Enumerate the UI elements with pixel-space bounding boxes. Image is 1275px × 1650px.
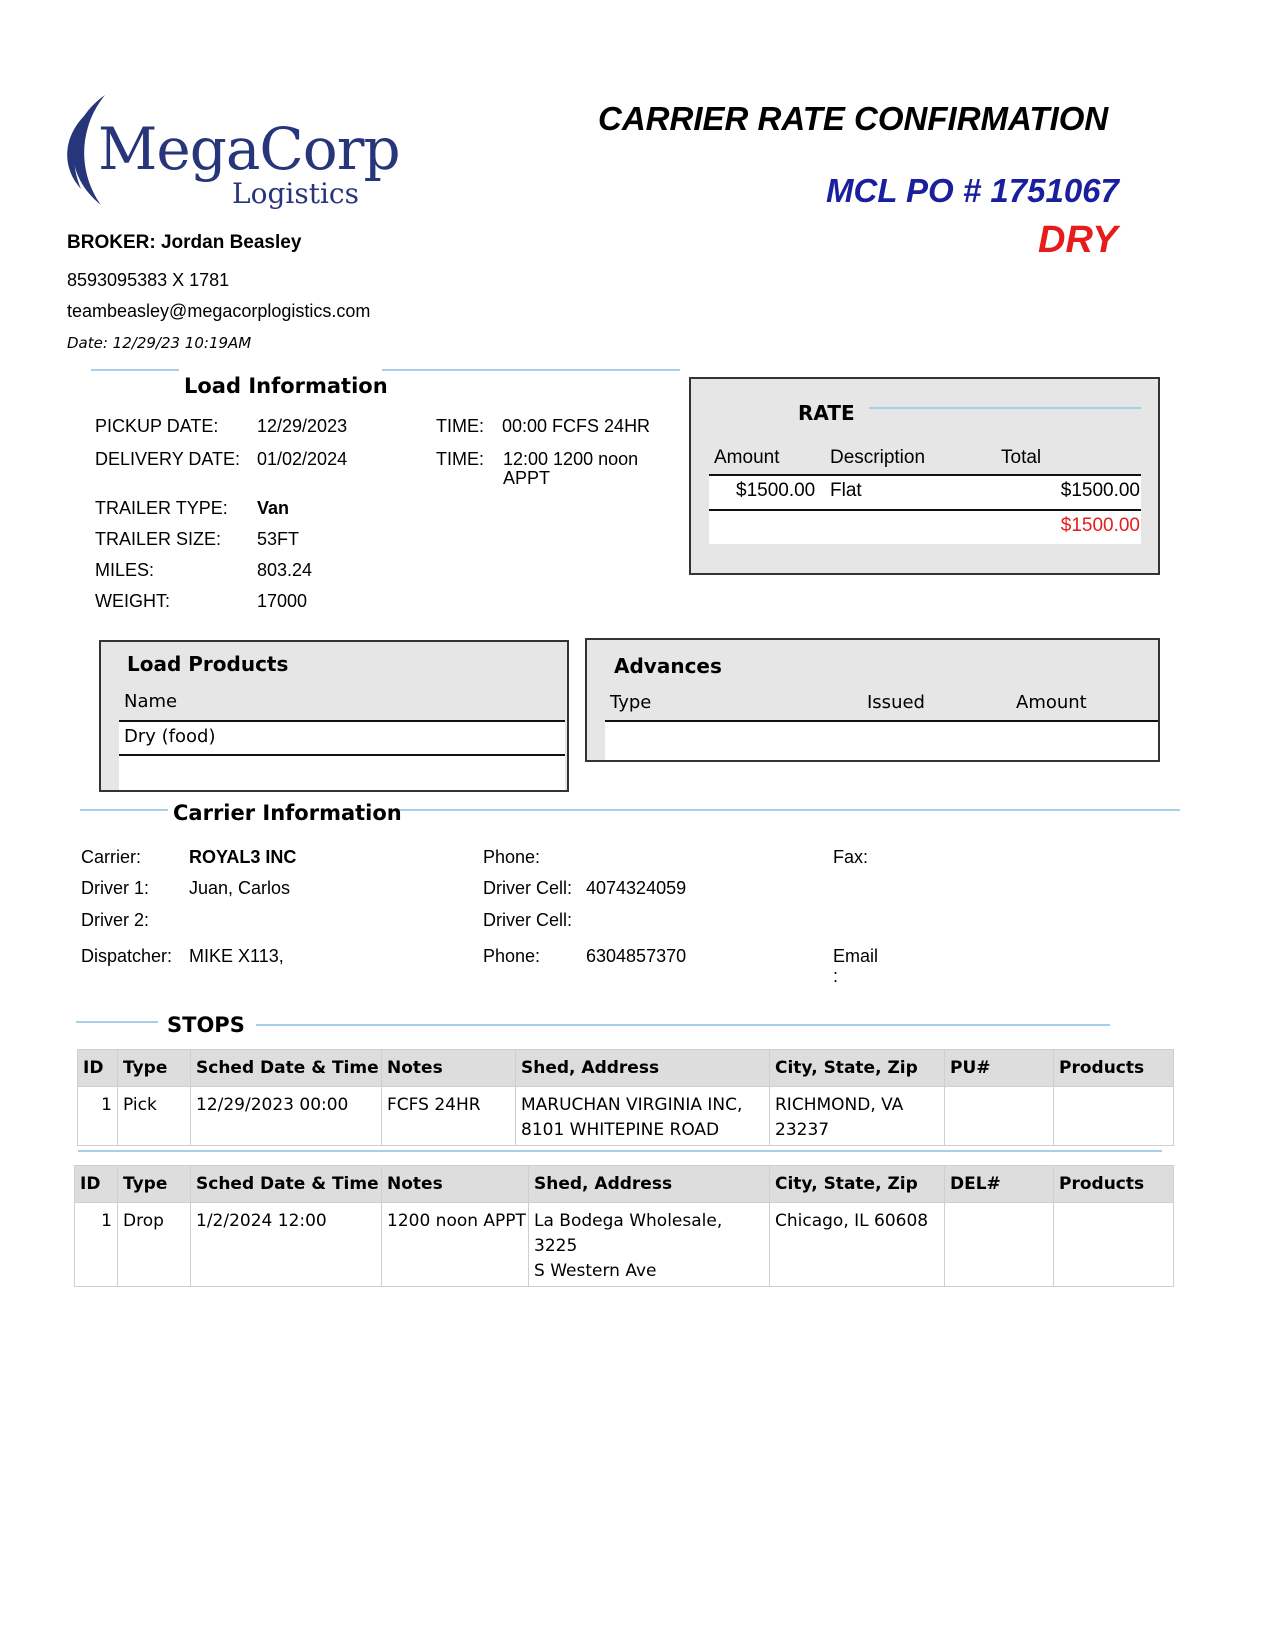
- stop-pu: [945, 1087, 1054, 1146]
- document-title: CARRIER RATE CONFIRMATION: [598, 100, 1109, 137]
- drop-stops-table: [74, 1165, 1174, 1287]
- delivery-date-value: 01/02/2024: [257, 449, 348, 469]
- trailer-size-label: TRAILER SIZE:: [95, 529, 222, 549]
- load-products-title: Load Products: [127, 652, 289, 676]
- trailer-type-label: TRAILER TYPE:: [95, 498, 228, 518]
- divider: [869, 407, 1141, 409]
- driver2-label: Driver 2:: [81, 910, 150, 930]
- delivery-time-value: 12:00 1200 noon: [503, 449, 639, 469]
- broker-phone: 8593095383 X 1781: [67, 270, 230, 290]
- col-address: Shed, Address: [529, 1166, 770, 1203]
- rate-title: RATE: [798, 401, 855, 425]
- col-type: Type: [118, 1166, 191, 1203]
- pick-stops-table: [77, 1049, 1174, 1146]
- stop-type: Pick: [118, 1087, 191, 1146]
- stop-id: 1: [78, 1087, 118, 1146]
- col-notes: Notes: [382, 1166, 529, 1203]
- trailer-type-value: Van: [257, 498, 290, 518]
- advances-col-amount: Amount: [1016, 692, 1087, 713]
- divider: [76, 1021, 158, 1023]
- pickup-time-label: TIME:: [436, 416, 484, 436]
- rate-col-amount: Amount: [714, 447, 780, 468]
- document-date: Date: 12/29/23 10:19AM: [67, 334, 252, 352]
- col-address: Shed, Address: [516, 1050, 770, 1087]
- divider: [256, 1024, 1110, 1026]
- stop-address-line2: S Western Ave: [534, 1261, 657, 1281]
- rate-col-description: Description: [830, 447, 926, 468]
- trailer-size-value: 53FT: [257, 529, 300, 549]
- broker-name: Jordan Beasley: [160, 232, 302, 253]
- table-row: [75, 1203, 1174, 1287]
- divider: [392, 809, 1180, 811]
- stop-datetime: 1/2/2024 12:00: [191, 1203, 382, 1287]
- stop-products: [1054, 1203, 1174, 1287]
- carrier-info-title: Carrier Information: [173, 801, 402, 825]
- col-notes: Notes: [382, 1050, 516, 1087]
- driver2-cell-label: Driver Cell:: [483, 910, 573, 930]
- driver1-cell-label: Driver Cell:: [483, 878, 573, 898]
- stop-city-line2: 23237: [775, 1120, 830, 1140]
- divider: [78, 1150, 1162, 1152]
- miles-label: MILES:: [95, 560, 155, 580]
- email-colon: :: [833, 966, 839, 986]
- col-sched: Sched Date & Time: [191, 1166, 382, 1203]
- divider: [119, 754, 565, 756]
- divider: [709, 509, 1141, 511]
- load-type-badge: DRY: [1038, 219, 1118, 261]
- col-sched: Sched Date & Time: [191, 1050, 382, 1087]
- dispatcher-phone-label: Phone:: [483, 946, 541, 966]
- pick-header-row: [78, 1050, 1174, 1087]
- logo-subtitle: Logistics: [232, 177, 359, 210]
- stop-address: [516, 1087, 770, 1146]
- table-row: [78, 1087, 1174, 1146]
- load-products-panel: [99, 640, 569, 792]
- stop-products: [1054, 1087, 1174, 1146]
- delivery-time-label: TIME:: [436, 449, 484, 469]
- advances-rows: [605, 720, 1158, 760]
- carrier-label: Carrier:: [81, 847, 142, 867]
- col-id: ID: [78, 1050, 118, 1087]
- stop-type: Drop: [118, 1203, 191, 1287]
- col-del: DEL#: [945, 1166, 1054, 1203]
- driver1-cell-value: 4074324059: [586, 878, 687, 898]
- stop-notes: 1200 noon APPT: [382, 1203, 529, 1287]
- rate-row-description: Flat: [830, 480, 862, 501]
- delivery-time-value-2: APPT: [503, 468, 551, 488]
- divider: [80, 809, 168, 811]
- driver1-value: Juan, Carlos: [189, 878, 291, 898]
- carrier-phone-label: Phone:: [483, 847, 541, 867]
- rate-row-amount: $1500.00: [736, 480, 816, 501]
- weight-label: WEIGHT:: [95, 591, 170, 611]
- rate-grand-total: $1500.00: [1060, 515, 1140, 536]
- stop-city: [770, 1087, 945, 1146]
- col-pu: PU#: [945, 1050, 1054, 1087]
- dispatcher-label: Dispatcher:: [81, 946, 173, 966]
- product-item: Dry (food): [124, 726, 216, 747]
- dispatcher-value: MIKE X113,: [189, 946, 284, 966]
- email-label: Email: [833, 946, 879, 966]
- broker-label: BROKER:: [67, 232, 156, 253]
- col-products: Products: [1054, 1050, 1174, 1087]
- stop-address-line2: 8101 WHITEPINE ROAD: [521, 1120, 720, 1140]
- stop-city-line1: RICHMOND, VA: [775, 1095, 904, 1115]
- logo-wordmark: MegaCorp: [98, 115, 400, 183]
- delivery-date-label: DELIVERY DATE:: [95, 449, 241, 469]
- pickup-time-value: 00:00 FCFS 24HR: [502, 416, 651, 436]
- stop-datetime: 12/29/2023 00:00: [191, 1087, 382, 1146]
- rate-col-total: Total: [1001, 447, 1042, 468]
- col-city: City, State, Zip: [770, 1166, 945, 1203]
- dispatcher-phone-value: 6304857370: [586, 946, 687, 966]
- advances-panel: [585, 638, 1160, 762]
- advances-col-type: Type: [610, 692, 652, 713]
- stop-id: 1: [75, 1203, 118, 1287]
- rate-row-total: $1500.00: [1060, 480, 1140, 501]
- stops-title: STOPS: [167, 1013, 245, 1037]
- carrier-name: ROYAL3 INC: [189, 847, 297, 867]
- col-type: Type: [118, 1050, 191, 1087]
- stop-address-line1: La Bodega Wholesale, 3225: [534, 1211, 723, 1256]
- weight-value: 17000: [257, 591, 308, 611]
- carrier-fax-label: Fax:: [833, 847, 869, 867]
- drop-header-row: [75, 1166, 1174, 1203]
- divider: [382, 369, 680, 371]
- broker-email[interactable]: teambeasley@megacorplogistics.com: [67, 301, 371, 321]
- load-info-title: Load Information: [184, 374, 388, 398]
- divider: [91, 369, 179, 371]
- pickup-date-value: 12/29/2023: [257, 416, 348, 436]
- products-col-name: Name: [124, 691, 178, 712]
- rate-box: [689, 377, 1160, 575]
- miles-value: 803.24: [257, 560, 313, 580]
- advances-col-issued: Issued: [867, 692, 925, 713]
- advances-title: Advances: [614, 654, 722, 678]
- col-id: ID: [75, 1166, 118, 1203]
- stop-address: [529, 1203, 770, 1287]
- col-city: City, State, Zip: [770, 1050, 945, 1087]
- col-products: Products: [1054, 1166, 1174, 1203]
- po-number: MCL PO # 1751067: [826, 172, 1119, 209]
- stop-city: Chicago, IL 60608: [770, 1203, 945, 1287]
- stop-address-line1: MARUCHAN VIRGINIA INC,: [521, 1095, 743, 1115]
- broker-line: [67, 232, 301, 254]
- stop-notes: FCFS 24HR: [382, 1087, 516, 1146]
- pickup-date-label: PICKUP DATE:: [95, 416, 219, 436]
- stop-del: [945, 1203, 1054, 1287]
- driver1-label: Driver 1:: [81, 878, 150, 898]
